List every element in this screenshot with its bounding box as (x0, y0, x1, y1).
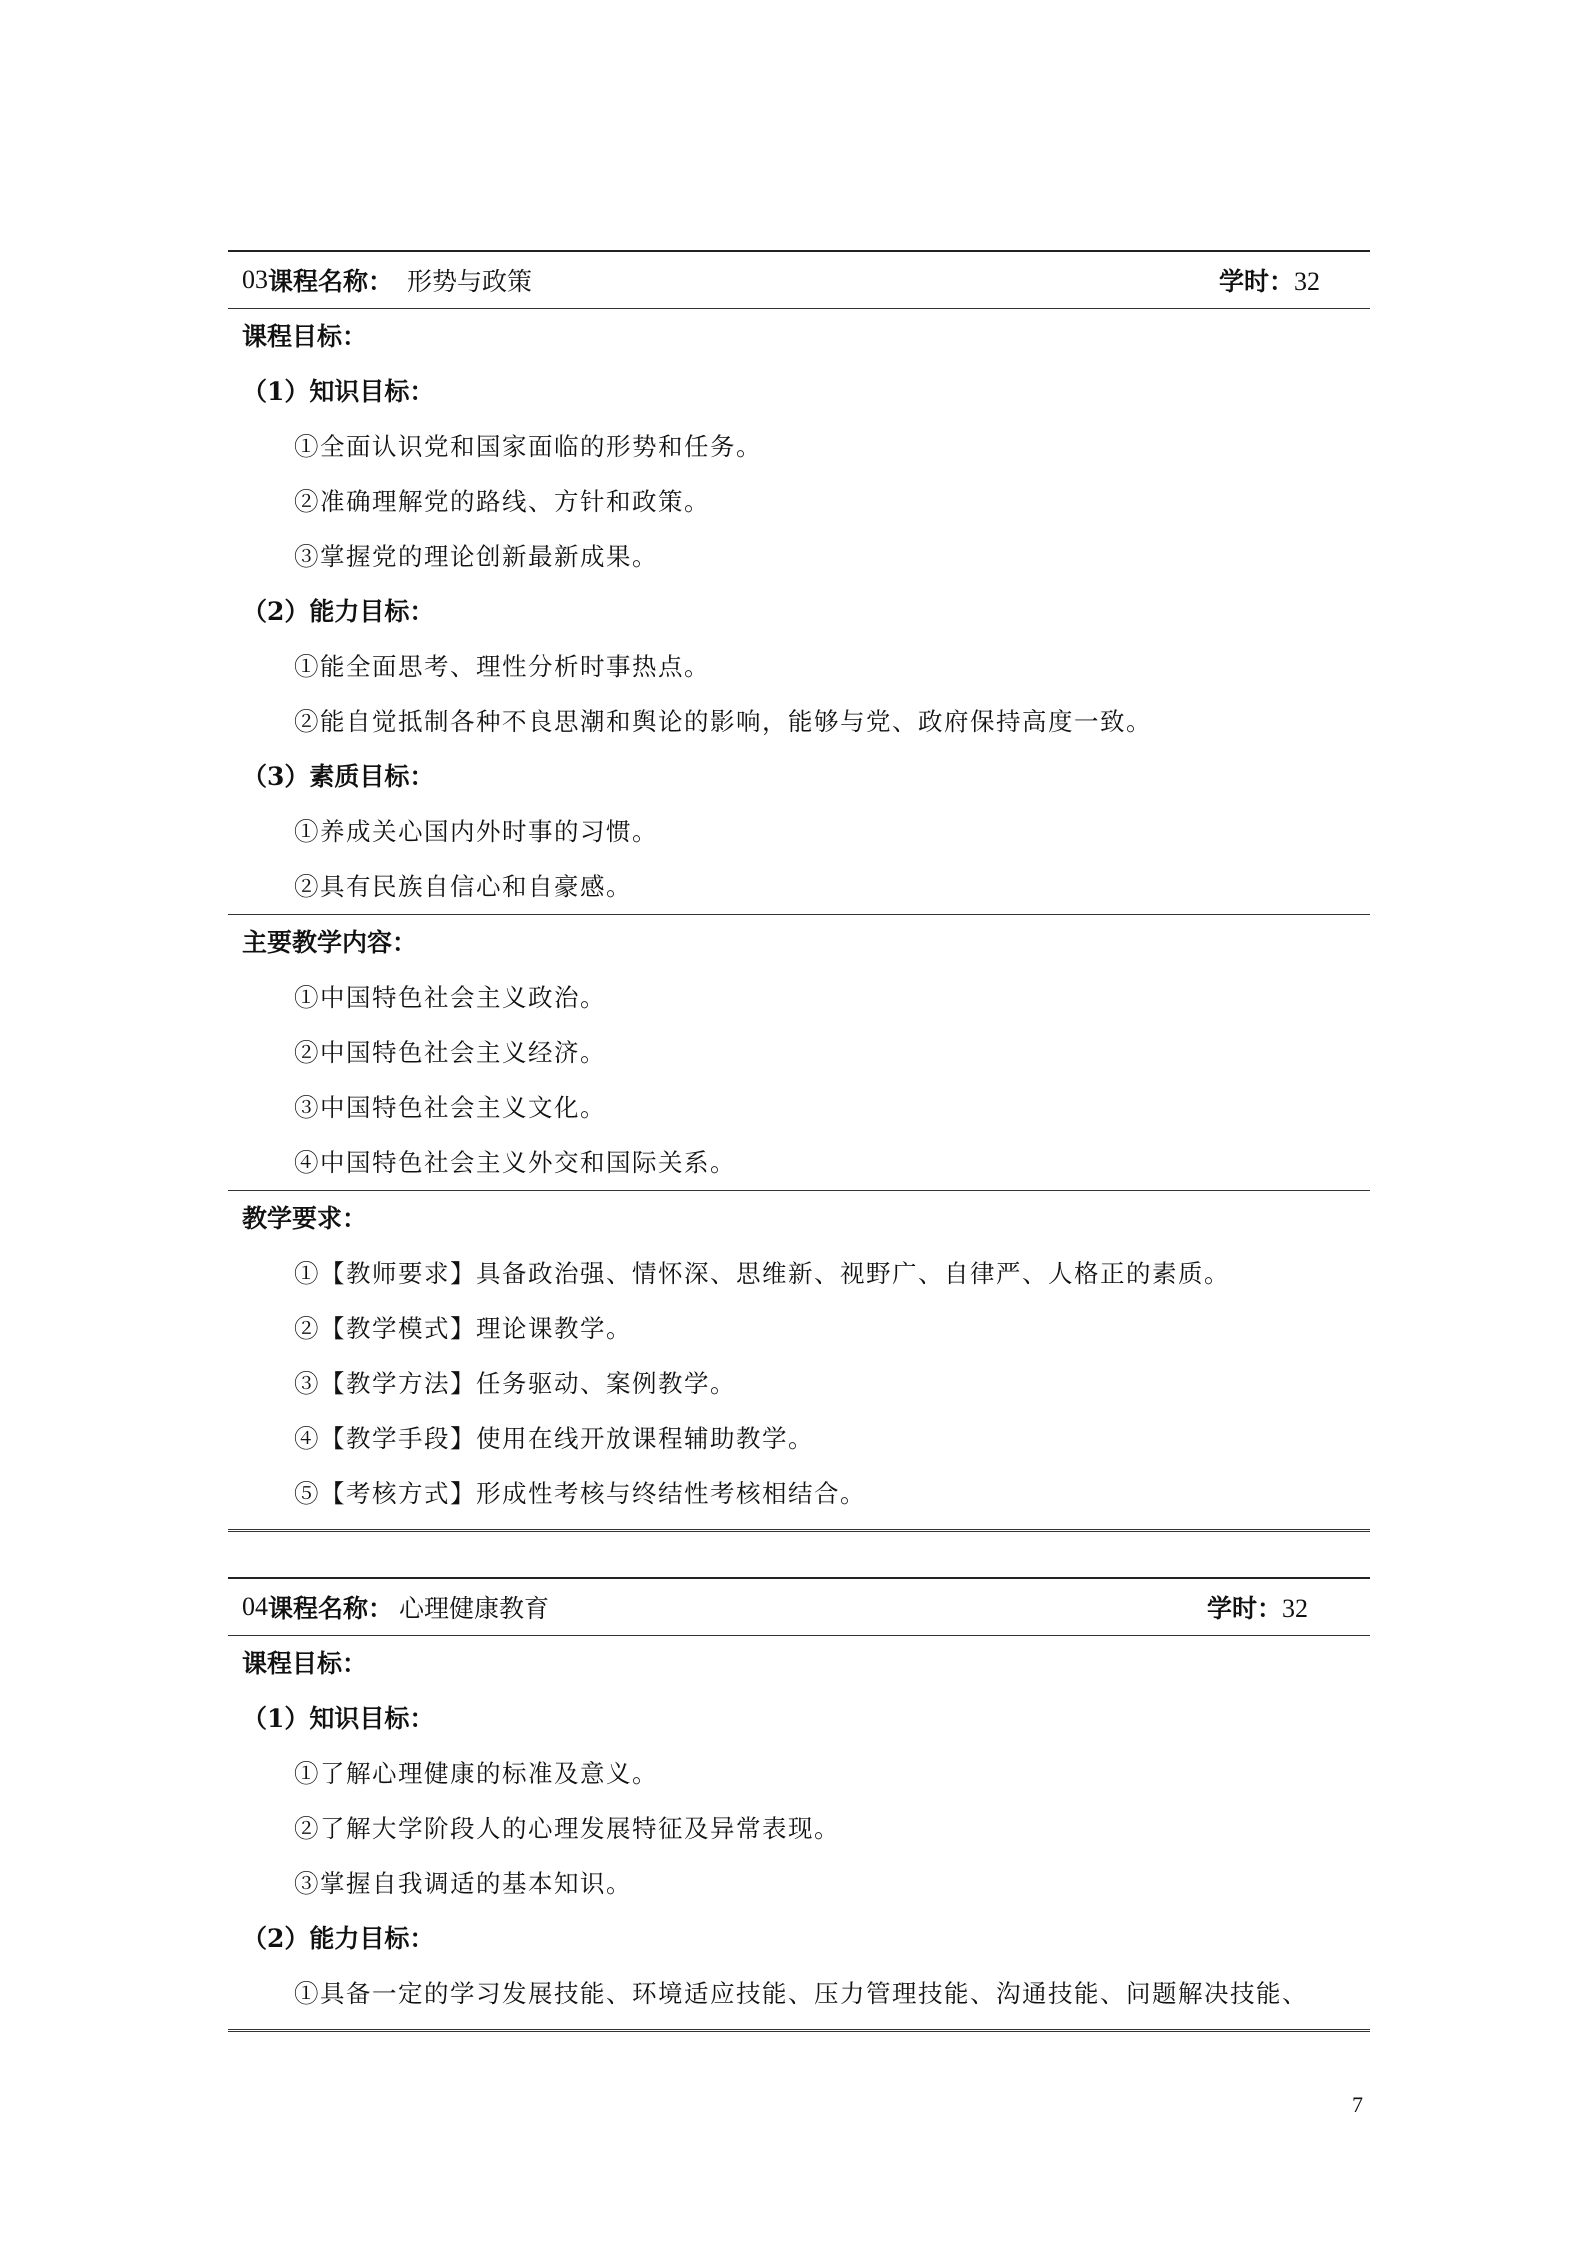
ability-item: ①能全面思考、理性分析时事热点。 (294, 652, 710, 681)
goals-heading: 课程目标： (242, 322, 368, 351)
ability-heading: （2）能力目标： (242, 597, 435, 626)
ability-item: ①具备一定的学习发展技能、环境适应技能、压力管理技能、沟通技能、问题解决技能、 (294, 1979, 1308, 2008)
hours-value: 32 (1282, 1594, 1308, 1623)
knowledge-item: ①了解心理健康的标准及意义。 (294, 1759, 658, 1788)
content-item: ①中国特色社会主义政治。 (294, 983, 606, 1012)
quality-heading: （3）素质目标： (242, 762, 435, 791)
page-number: 7 (1352, 2092, 1363, 2117)
course-number: 03 (242, 265, 268, 294)
course-name-label: 课程名称： (268, 267, 394, 296)
course-card-03 (228, 250, 1370, 1532)
content-item: ④中国特色社会主义外交和国际关系。 (294, 1148, 736, 1177)
course-name: 心理健康教育 (399, 1594, 550, 1623)
knowledge-heading: （1）知识目标： (242, 377, 435, 406)
requirement-item: ④【教学手段】使用在线开放课程辅助教学。 (294, 1424, 814, 1453)
knowledge-item: ②了解大学阶段人的心理发展特征及异常表现。 (294, 1814, 840, 1843)
content-heading: 主要教学内容： (242, 928, 418, 957)
content-item: ③中国特色社会主义文化。 (294, 1093, 606, 1122)
course-name-label: 课程名称： (268, 1594, 394, 1623)
course-name: 形势与政策 (407, 267, 533, 296)
course-title-row (228, 1579, 1370, 1635)
knowledge-item: ①全面认识党和国家面临的形势和任务。 (294, 432, 762, 461)
quality-item: ②具有民族自信心和自豪感。 (294, 872, 632, 901)
goals-heading: 课程目标： (242, 1649, 368, 1678)
knowledge-item: ③掌握党的理论创新最新成果。 (294, 542, 658, 571)
requirement-item: ②【教学模式】理论课教学。 (294, 1314, 632, 1343)
requirements-heading: 教学要求： (242, 1204, 368, 1233)
course-card-04 (228, 1577, 1370, 2032)
course-number: 04 (242, 1592, 268, 1621)
hours-value: 32 (1294, 267, 1320, 296)
content-item: ②中国特色社会主义经济。 (294, 1038, 606, 1067)
hours-label: 学时： (1218, 267, 1294, 296)
quality-item: ①养成关心国内外时事的习惯。 (294, 817, 658, 846)
requirement-item: ⑤【考核方式】形成性考核与终结性考核相结合。 (294, 1479, 866, 1508)
requirement-item: ③【教学方法】任务驱动、案例教学。 (294, 1369, 736, 1398)
course-title-row (228, 252, 1370, 308)
knowledge-item: ③掌握自我调适的基本知识。 (294, 1869, 632, 1898)
ability-item: ②能自觉抵制各种不良思潮和舆论的影响，能够与党、政府保持高度一致。 (294, 707, 1152, 736)
course-hours (1219, 262, 1370, 298)
hours-label: 学时： (1206, 1594, 1282, 1623)
ability-heading: （2）能力目标： (242, 1924, 435, 1953)
knowledge-item: ②准确理解党的路线、方针和政策。 (294, 487, 710, 516)
course-hours (1207, 1589, 1370, 1625)
requirement-item: ①【教师要求】具备政治强、情怀深、思维新、视野广、自律严、人格正的素质。 (294, 1259, 1230, 1288)
knowledge-heading: （1）知识目标： (242, 1704, 435, 1733)
